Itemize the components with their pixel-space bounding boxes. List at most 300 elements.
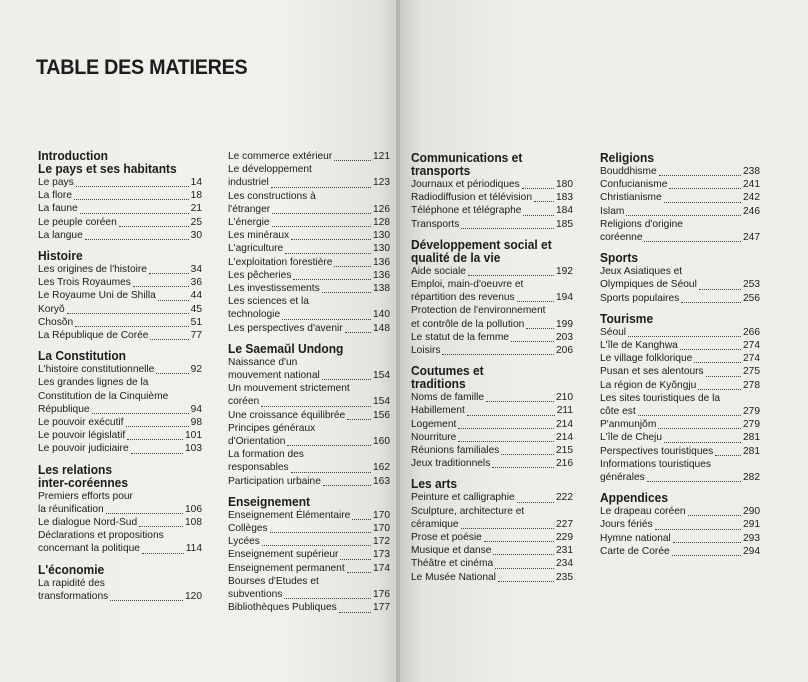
dot-leader — [142, 552, 184, 554]
entry-row — [411, 518, 573, 531]
entry-title: Noms de famille — [411, 392, 485, 404]
entry-title: Les grandes lignes de la — [38, 377, 149, 389]
page-number: 36 — [190, 277, 202, 289]
page-number: 25 — [190, 216, 202, 228]
entry-title: Séoul — [600, 326, 627, 338]
toc-entry — [38, 276, 202, 289]
dot-leader — [92, 412, 189, 414]
toc-section — [411, 470, 573, 583]
dot-leader — [493, 553, 554, 555]
page-number: 136 — [373, 269, 390, 281]
toc-column-4 — [600, 152, 760, 558]
toc-entry — [411, 304, 573, 330]
entry-title: Bouddhisme — [600, 166, 657, 177]
entry-row — [411, 391, 573, 404]
entry-row — [228, 269, 390, 282]
entry-title: Les minéraux — [228, 230, 290, 242]
entry-title: répartition des revenus — [411, 292, 515, 304]
entry-row — [600, 405, 760, 418]
entry-row — [228, 509, 390, 522]
dot-leader — [458, 427, 554, 429]
page-number: 108 — [185, 517, 202, 529]
entry-row — [228, 395, 390, 408]
section-heading: traditions — [411, 377, 466, 392]
dot-leader — [484, 540, 554, 542]
page-number: 128 — [373, 217, 390, 229]
entry-title: République — [38, 403, 90, 415]
entry-row — [38, 202, 202, 215]
toc-entry — [228, 269, 390, 282]
entry-row — [38, 229, 202, 242]
page-title: TABLE DES MATIERES — [36, 56, 248, 79]
entry-title: transformations — [38, 590, 109, 602]
section-heading: Développement social et — [411, 237, 552, 252]
entry-row — [38, 276, 202, 289]
entry-title: Le pays — [38, 177, 74, 188]
entry-row — [600, 205, 760, 218]
toc-section — [411, 357, 573, 470]
toc-entry — [411, 278, 573, 304]
dot-leader — [715, 454, 741, 456]
page-number: 227 — [556, 518, 573, 530]
entry-row — [228, 588, 390, 601]
toc-entry — [38, 516, 202, 529]
toc-section — [38, 556, 202, 603]
toc-entry — [600, 292, 760, 305]
entry-row — [228, 475, 390, 488]
dot-leader — [284, 597, 371, 599]
toc-entry — [228, 548, 390, 561]
entry-row — [38, 403, 202, 416]
entry-title: La région de Kyŏngju — [600, 379, 697, 391]
toc-entry — [228, 562, 390, 575]
entry-row — [38, 189, 202, 202]
entry-title: côte est — [600, 406, 636, 418]
toc-section — [600, 305, 760, 484]
entry-title: Loisirs — [411, 345, 441, 357]
page-number: 214 — [556, 418, 573, 430]
toc-section — [228, 335, 390, 488]
entry-title: Naissance d'un — [228, 356, 298, 368]
toc-entry — [38, 263, 202, 276]
entry-title: Le pouvoir judiciaire — [38, 443, 129, 455]
entry-title: Hymne national — [600, 532, 671, 544]
toc-section — [38, 150, 202, 242]
page-number: 94 — [190, 403, 202, 415]
page-number: 253 — [743, 279, 760, 291]
dot-leader — [74, 198, 189, 200]
section-heading: Coutumes et — [411, 364, 484, 379]
entry-row — [411, 178, 573, 191]
entry-title: Le dialogue Nord-Sud — [38, 517, 138, 529]
dot-leader — [293, 278, 371, 280]
entry-title: L'île de Kanghwa — [600, 340, 678, 352]
dot-leader — [85, 238, 189, 240]
entry-title: Nourriture — [411, 431, 457, 443]
page-number: 203 — [556, 331, 573, 343]
entry-title: Le village folklorique — [600, 353, 693, 365]
page-number: 279 — [743, 419, 760, 431]
toc-entry — [411, 491, 573, 504]
entry-title: Prose et poésie — [411, 532, 482, 544]
dot-leader — [461, 527, 554, 529]
page-number: 291 — [743, 519, 760, 531]
section-heading: inter-coréennes — [38, 475, 129, 490]
entry-row — [38, 176, 202, 189]
dot-leader — [287, 444, 371, 446]
entry-title: Logement — [411, 418, 457, 430]
page-number: 148 — [373, 322, 390, 334]
entry-row — [228, 562, 390, 575]
dot-leader — [139, 525, 183, 527]
toc-entry — [600, 418, 760, 431]
entry-title: L'exploitation forestière — [228, 256, 333, 268]
toc-entry — [411, 204, 573, 217]
entry-row — [411, 418, 573, 431]
page-number: 235 — [556, 571, 573, 583]
page-number: 241 — [743, 179, 760, 191]
entry-title: Théâtre et cinéma — [411, 558, 494, 570]
section-heading: Sports — [600, 251, 639, 266]
entry-title: Le pouvoir exécutif — [38, 417, 124, 429]
entry-row — [228, 308, 390, 321]
entry-title: Un mouvement strictement — [228, 383, 350, 395]
toc-entry — [228, 190, 390, 216]
dot-leader — [442, 353, 554, 355]
dot-leader — [681, 301, 741, 303]
dot-leader — [673, 541, 741, 543]
page-number: 281 — [743, 445, 760, 457]
dot-leader — [345, 331, 371, 333]
toc-entry — [228, 382, 390, 408]
page-number: 177 — [373, 602, 390, 614]
section-heading: Les arts — [411, 477, 458, 492]
dot-leader — [352, 518, 371, 520]
entry-row — [228, 535, 390, 548]
entry-title: Informations touristiques — [600, 458, 711, 470]
dot-leader — [270, 531, 371, 533]
entry-row — [38, 429, 202, 442]
entry-title: Les constructions à — [228, 190, 316, 202]
page-number: 180 — [556, 179, 573, 190]
dot-leader — [156, 372, 188, 374]
toc-entry — [600, 191, 760, 204]
entry-row — [228, 216, 390, 229]
entry-row — [600, 292, 760, 305]
dot-leader — [285, 252, 371, 254]
entry-row — [600, 431, 760, 444]
entry-title: coréenne — [600, 232, 643, 244]
toc-entry — [228, 163, 390, 189]
page-number: 123 — [373, 177, 390, 189]
entry-title: La flore — [38, 190, 72, 202]
toc-entry — [600, 379, 760, 392]
page-number: 18 — [190, 190, 202, 202]
entry-row — [38, 303, 202, 316]
entry-title: L'île de Cheju — [600, 432, 662, 444]
dot-leader — [334, 265, 371, 267]
toc-entry — [38, 202, 202, 215]
page-number: 290 — [743, 506, 760, 518]
page-number: 206 — [556, 345, 573, 357]
entry-row — [411, 531, 573, 544]
entry-title: Le statut de la femme — [411, 331, 509, 343]
toc-column-3 — [411, 152, 573, 584]
page-number: 101 — [185, 430, 202, 442]
toc-entry — [38, 229, 202, 242]
section-heading: Les relations — [38, 462, 113, 477]
entry-title: Islam — [600, 205, 625, 217]
entry-title: Emploi, main-d'oeuvre et — [411, 279, 524, 291]
toc-section — [411, 231, 573, 357]
entry-title: Confucianisme — [600, 179, 668, 191]
dot-leader — [658, 427, 741, 429]
entry-title: Perspectives touristiques — [600, 445, 714, 457]
dot-leader — [347, 418, 371, 420]
entry-title: Enseignement supérieur — [228, 549, 339, 561]
toc-entry — [38, 490, 202, 516]
dot-leader — [67, 312, 189, 314]
entry-row — [228, 256, 390, 269]
book-gutter — [396, 0, 400, 682]
dot-leader — [461, 227, 554, 229]
entry-title: Bourses d'Etudes et — [228, 575, 319, 587]
entry-title: Enseignement permanent — [228, 562, 345, 574]
toc-section — [600, 152, 760, 244]
entry-row — [228, 203, 390, 216]
section-heading: Introduction — [38, 149, 108, 163]
dot-leader — [699, 288, 741, 290]
entry-row — [600, 178, 760, 191]
entry-title: Chosŏn — [38, 316, 74, 328]
entry-title: technologie — [228, 309, 281, 321]
entry-title: La République de Corée — [38, 330, 149, 342]
page-number: 194 — [556, 292, 573, 304]
entry-row — [411, 331, 573, 344]
page-number: 160 — [373, 436, 390, 448]
toc-entry — [228, 509, 390, 522]
entry-row — [600, 352, 760, 365]
dot-leader — [467, 414, 555, 416]
entry-row — [228, 409, 390, 422]
entry-row — [228, 282, 390, 295]
page-number: 106 — [185, 503, 202, 515]
entry-title: Sports populaires — [600, 292, 680, 304]
toc-entry — [38, 176, 202, 189]
entry-title: Premiers efforts pour — [38, 490, 133, 502]
dot-leader — [126, 425, 189, 427]
entry-row — [600, 278, 760, 291]
toc-entry — [600, 326, 760, 339]
toc-entry — [411, 571, 573, 584]
page-number: 154 — [373, 370, 390, 382]
entry-row — [600, 191, 760, 204]
entry-title: Jours fériés — [600, 519, 653, 531]
page-number: 130 — [373, 230, 390, 242]
dot-leader — [501, 453, 554, 455]
entry-row — [600, 339, 760, 352]
page-number: 34 — [190, 264, 202, 276]
dot-leader — [322, 291, 371, 293]
entry-row — [411, 291, 573, 304]
entry-row — [411, 491, 573, 504]
entry-title: L'histoire constitutionnelle — [38, 364, 155, 376]
toc-entry — [228, 475, 390, 488]
entry-row — [38, 416, 202, 429]
toc-entry — [411, 505, 573, 531]
toc-entry — [228, 522, 390, 535]
entry-row — [600, 518, 760, 531]
entry-title: Le développement — [228, 164, 312, 176]
dot-leader — [706, 375, 741, 377]
section-heading: Tourisme — [600, 311, 654, 326]
toc-entry — [600, 532, 760, 545]
toc-entry — [600, 545, 760, 558]
entry-row — [600, 418, 760, 431]
dot-leader — [669, 187, 741, 189]
toc-entry — [600, 458, 760, 484]
entry-title: Christianisme — [600, 192, 662, 204]
dot-leader — [339, 611, 371, 613]
dot-leader — [347, 571, 371, 573]
dot-leader — [458, 440, 554, 442]
page-number: 210 — [556, 392, 573, 404]
entry-title: Les origines de l'histoire — [38, 264, 147, 276]
entry-title: Déclarations et propositions — [38, 530, 164, 542]
section-heading: La Constitution — [38, 349, 126, 364]
entry-row — [411, 457, 573, 470]
entry-title: Les sciences et la — [228, 296, 309, 308]
dot-leader — [150, 338, 188, 340]
dot-leader — [127, 438, 183, 440]
section-heading: L'économie — [38, 562, 105, 577]
dot-leader — [517, 501, 554, 503]
toc-entry — [411, 391, 573, 404]
page-number: 170 — [373, 523, 390, 535]
toc-entry — [411, 178, 573, 191]
entry-title: Le drapeau coréen — [600, 506, 686, 518]
page-number: 103 — [185, 443, 202, 455]
page-number: 98 — [190, 417, 202, 429]
page-number: 30 — [190, 229, 202, 241]
page-number: 172 — [373, 536, 390, 548]
entry-row — [600, 379, 760, 392]
toc-entry — [600, 339, 760, 352]
entry-row — [38, 590, 202, 603]
toc-entry — [600, 205, 760, 218]
entry-title: Jeux Asiatiques et — [600, 266, 683, 278]
entry-row — [600, 532, 760, 545]
dot-leader — [76, 185, 189, 187]
entry-title: Enseignement Élémentaire — [228, 509, 351, 521]
toc-entry — [228, 356, 390, 382]
section-heading: Le Saemaŭl Undong — [228, 341, 344, 356]
page-number: 279 — [743, 406, 760, 418]
dot-leader — [261, 405, 371, 407]
toc-entry — [38, 376, 202, 416]
entry-title: P'anmunjŏm — [600, 419, 657, 431]
dot-leader — [628, 335, 741, 337]
dot-leader — [340, 558, 371, 560]
toc-entry — [38, 429, 202, 442]
entry-row — [228, 601, 390, 614]
page-number: 14 — [190, 177, 202, 188]
page-number: 44 — [190, 290, 202, 302]
toc-entry — [38, 289, 202, 302]
entry-title: Les investissements — [228, 283, 320, 295]
toc-entry — [411, 431, 573, 444]
toc-section — [600, 244, 760, 305]
toc-entry — [228, 150, 390, 163]
dot-leader — [664, 201, 741, 203]
entry-row — [38, 216, 202, 229]
dot-leader — [291, 471, 371, 473]
entry-title: Religions d'origine — [600, 218, 683, 230]
entry-title: Participation urbaine — [228, 475, 321, 487]
entry-row — [228, 461, 390, 474]
dot-leader — [119, 225, 189, 227]
page-number: 246 — [743, 205, 760, 217]
entry-row — [411, 444, 573, 457]
page-number: 154 — [373, 396, 390, 408]
entry-row — [411, 218, 573, 231]
dot-leader — [638, 414, 741, 416]
dot-leader — [271, 186, 371, 188]
entry-title: Les sites touristiques de la — [600, 392, 721, 404]
entry-row — [411, 571, 573, 584]
entry-title: concernant la politique — [38, 543, 140, 555]
page-number: 215 — [556, 445, 573, 457]
dot-leader — [655, 528, 741, 530]
page-number: 92 — [190, 364, 202, 376]
page-number: 214 — [556, 431, 573, 443]
dot-leader — [272, 225, 371, 227]
entry-row — [228, 548, 390, 561]
dot-leader — [272, 212, 371, 214]
entry-title: Habillement — [411, 405, 465, 417]
entry-title: L'énergie — [228, 217, 270, 229]
page-number: 126 — [373, 203, 390, 215]
page-number: 266 — [743, 326, 760, 338]
entry-title: mouvement national — [228, 370, 320, 382]
toc-entry — [600, 218, 760, 244]
toc-entry — [228, 282, 390, 295]
toc-entry — [38, 303, 202, 316]
entry-title: Jeux traditionnels — [411, 458, 491, 470]
entry-title: Le commerce extérieur — [228, 151, 333, 162]
toc-entry — [228, 216, 390, 229]
page-number: 51 — [190, 316, 202, 328]
entry-row — [411, 557, 573, 570]
toc-column-2 — [228, 150, 390, 615]
entry-title: Carte de Corée — [600, 545, 670, 557]
dot-leader — [522, 187, 554, 189]
page-number: 282 — [743, 472, 760, 484]
entry-title: industriel — [228, 177, 269, 189]
page-number: 238 — [743, 166, 760, 177]
toc-entry — [38, 363, 202, 376]
entry-row — [411, 265, 573, 278]
dot-leader — [262, 544, 371, 546]
entry-title: d'Orientation — [228, 436, 286, 448]
toc-entry — [411, 265, 573, 278]
page-number: 138 — [373, 283, 390, 295]
entry-title: L'agriculture — [228, 243, 284, 255]
dot-leader — [486, 400, 554, 402]
toc-entry — [600, 445, 760, 458]
dot-leader — [158, 299, 189, 301]
entry-row — [38, 542, 202, 555]
